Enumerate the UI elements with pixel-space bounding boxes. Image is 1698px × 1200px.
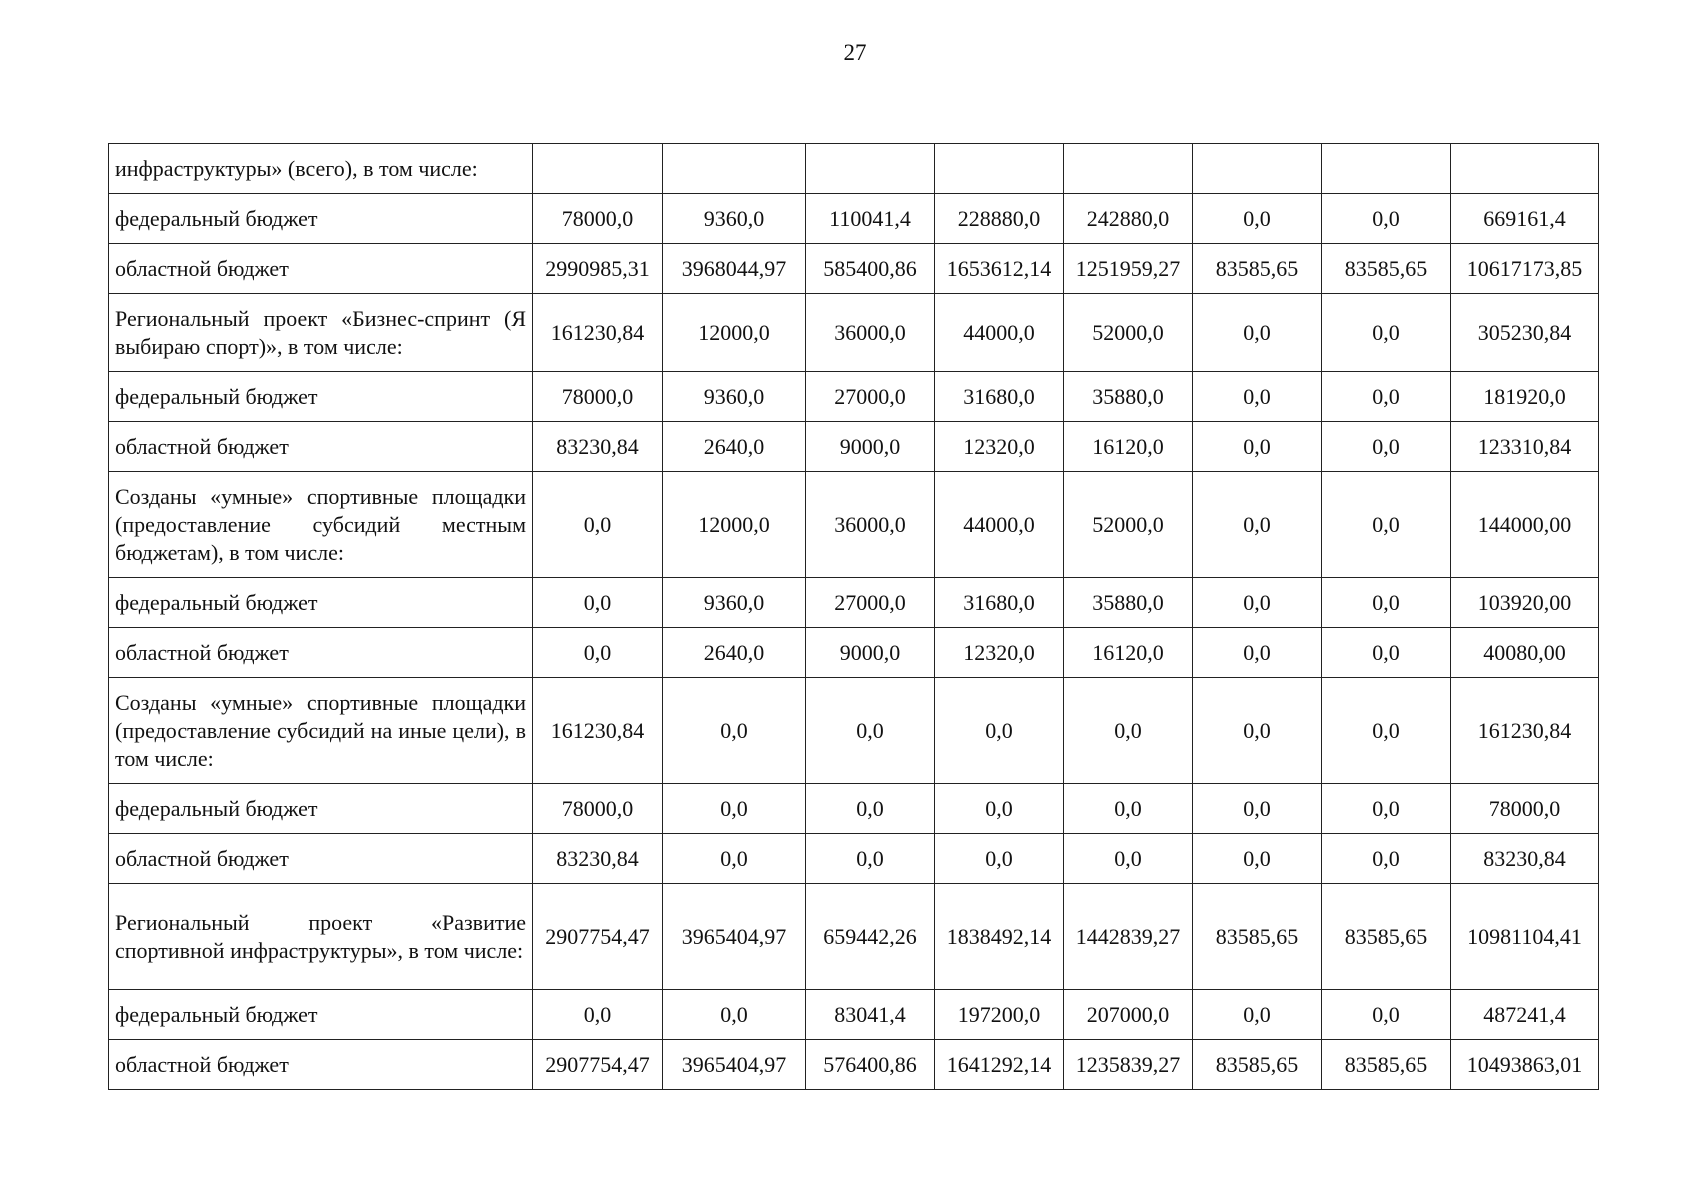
value-cell: 0,0 <box>806 834 935 884</box>
value-cell: 576400,86 <box>806 1040 935 1090</box>
value-cell: 0,0 <box>1193 372 1322 422</box>
value-cell: 0,0 <box>1193 472 1322 578</box>
value-cell: 0,0 <box>1193 578 1322 628</box>
value-cell: 0,0 <box>1193 834 1322 884</box>
value-cell: 123310,84 <box>1451 422 1599 472</box>
table-row <box>109 628 1599 678</box>
value-cell: 12320,0 <box>935 422 1064 472</box>
table-row <box>109 678 1599 784</box>
value-cell: 44000,0 <box>935 472 1064 578</box>
value-cell: 3965404,97 <box>663 884 806 990</box>
table-row <box>109 294 1599 372</box>
value-cell: 83230,84 <box>533 422 663 472</box>
row-label-cell: федеральный бюджет <box>109 578 533 628</box>
value-cell: 12320,0 <box>935 628 1064 678</box>
row-label-cell: областной бюджет <box>109 628 533 678</box>
value-cell: 0,0 <box>1322 628 1451 678</box>
value-cell: 0,0 <box>1322 472 1451 578</box>
value-cell: 0,0 <box>1193 422 1322 472</box>
value-cell: 228880,0 <box>935 194 1064 244</box>
row-label-cell: областной бюджет <box>109 834 533 884</box>
value-cell: 110041,4 <box>806 194 935 244</box>
value-cell: 2640,0 <box>663 628 806 678</box>
value-cell: 1251959,27 <box>1064 244 1193 294</box>
table-row <box>109 144 1599 194</box>
value-cell: 161230,84 <box>1451 678 1599 784</box>
value-cell: 78000,0 <box>1451 784 1599 834</box>
value-cell: 10493863,01 <box>1451 1040 1599 1090</box>
value-cell: 0,0 <box>663 834 806 884</box>
value-cell: 0,0 <box>1193 990 1322 1040</box>
value-cell: 0,0 <box>533 990 663 1040</box>
value-cell: 487241,4 <box>1451 990 1599 1040</box>
value-cell: 305230,84 <box>1451 294 1599 372</box>
row-label-cell: областной бюджет <box>109 244 533 294</box>
table-row <box>109 784 1599 834</box>
value-cell: 9000,0 <box>806 628 935 678</box>
value-cell: 0,0 <box>533 472 663 578</box>
value-cell: 12000,0 <box>663 294 806 372</box>
value-cell: 0,0 <box>1193 194 1322 244</box>
table-row <box>109 884 1599 990</box>
value-cell: 0,0 <box>1322 578 1451 628</box>
row-label-cell: федеральный бюджет <box>109 990 533 1040</box>
value-cell: 0,0 <box>1193 294 1322 372</box>
value-cell: 35880,0 <box>1064 578 1193 628</box>
value-cell: 52000,0 <box>1064 294 1193 372</box>
value-cell: 144000,00 <box>1451 472 1599 578</box>
value-cell: 31680,0 <box>935 578 1064 628</box>
value-cell: 3968044,97 <box>663 244 806 294</box>
row-label-cell: инфраструктуры» (всего), в том числе: <box>109 144 533 194</box>
value-cell: 83585,65 <box>1322 1040 1451 1090</box>
value-cell <box>1451 144 1599 194</box>
table-row <box>109 834 1599 884</box>
value-cell: 12000,0 <box>663 472 806 578</box>
value-cell: 35880,0 <box>1064 372 1193 422</box>
value-cell: 242880,0 <box>1064 194 1193 244</box>
value-cell: 0,0 <box>1322 372 1451 422</box>
value-cell: 78000,0 <box>533 372 663 422</box>
value-cell: 27000,0 <box>806 372 935 422</box>
value-cell <box>935 144 1064 194</box>
value-cell: 2640,0 <box>663 422 806 472</box>
row-label-cell: областной бюджет <box>109 1040 533 1090</box>
value-cell: 161230,84 <box>533 678 663 784</box>
value-cell: 0,0 <box>935 784 1064 834</box>
value-cell: 52000,0 <box>1064 472 1193 578</box>
value-cell: 0,0 <box>806 784 935 834</box>
value-cell: 2990985,31 <box>533 244 663 294</box>
value-cell <box>533 144 663 194</box>
value-cell: 0,0 <box>533 578 663 628</box>
value-cell: 78000,0 <box>533 784 663 834</box>
value-cell: 0,0 <box>1193 784 1322 834</box>
value-cell: 1235839,27 <box>1064 1040 1193 1090</box>
value-cell <box>1193 144 1322 194</box>
value-cell: 40080,00 <box>1451 628 1599 678</box>
page-number: 27 <box>843 40 867 65</box>
table-row <box>109 990 1599 1040</box>
value-cell: 83585,65 <box>1322 244 1451 294</box>
value-cell: 83585,65 <box>1322 884 1451 990</box>
value-cell: 83585,65 <box>1193 1040 1322 1090</box>
table-row <box>109 472 1599 578</box>
value-cell: 27000,0 <box>806 578 935 628</box>
value-cell: 0,0 <box>1322 990 1451 1040</box>
value-cell: 0,0 <box>1322 194 1451 244</box>
value-cell: 83585,65 <box>1193 884 1322 990</box>
value-cell: 0,0 <box>806 678 935 784</box>
value-cell: 161230,84 <box>533 294 663 372</box>
value-cell: 0,0 <box>1193 628 1322 678</box>
value-cell: 1442839,27 <box>1064 884 1193 990</box>
value-cell: 83230,84 <box>1451 834 1599 884</box>
value-cell: 78000,0 <box>533 194 663 244</box>
value-cell: 1641292,14 <box>935 1040 1064 1090</box>
row-label-cell: областной бюджет <box>109 422 533 472</box>
value-cell: 3965404,97 <box>663 1040 806 1090</box>
value-cell: 669161,4 <box>1451 194 1599 244</box>
value-cell: 2907754,47 <box>533 884 663 990</box>
value-cell: 0,0 <box>1322 294 1451 372</box>
value-cell: 0,0 <box>1322 784 1451 834</box>
row-label-cell: Региональный проект «Бизнес-спринт (Я выбираю спорт)», в том числе: <box>109 294 533 372</box>
value-cell: 16120,0 <box>1064 422 1193 472</box>
table-row <box>109 578 1599 628</box>
value-cell: 2907754,47 <box>533 1040 663 1090</box>
row-label-cell: федеральный бюджет <box>109 194 533 244</box>
value-cell: 207000,0 <box>1064 990 1193 1040</box>
value-cell: 0,0 <box>1322 678 1451 784</box>
value-cell: 0,0 <box>1193 678 1322 784</box>
value-cell: 31680,0 <box>935 372 1064 422</box>
value-cell: 0,0 <box>935 834 1064 884</box>
row-label-cell: федеральный бюджет <box>109 372 533 422</box>
table-row <box>109 194 1599 244</box>
value-cell: 9360,0 <box>663 372 806 422</box>
value-cell: 0,0 <box>1064 834 1193 884</box>
value-cell: 197200,0 <box>935 990 1064 1040</box>
value-cell <box>1322 144 1451 194</box>
value-cell: 10617173,85 <box>1451 244 1599 294</box>
row-label-cell: Созданы «умные» спортивные площадки (предоставление субсидий на иные цели), в том числе: <box>109 678 533 784</box>
value-cell: 1653612,14 <box>935 244 1064 294</box>
value-cell: 0,0 <box>1322 422 1451 472</box>
table-row <box>109 422 1599 472</box>
value-cell: 0,0 <box>663 990 806 1040</box>
row-label-cell: Созданы «умные» спортивные площадки (предоставление субсидий местным бюджетам), в том числе: <box>109 472 533 578</box>
table-row <box>109 244 1599 294</box>
table-row <box>109 372 1599 422</box>
value-cell: 585400,86 <box>806 244 935 294</box>
row-label-cell: Региональный проект «Развитие спортивной инфраструктуры», в том числе: <box>109 884 533 990</box>
value-cell <box>1064 144 1193 194</box>
value-cell: 10981104,41 <box>1451 884 1599 990</box>
value-cell: 83230,84 <box>533 834 663 884</box>
value-cell: 9360,0 <box>663 194 806 244</box>
value-cell: 0,0 <box>533 628 663 678</box>
value-cell: 0,0 <box>1064 678 1193 784</box>
budget-table <box>108 143 1599 1090</box>
value-cell: 16120,0 <box>1064 628 1193 678</box>
value-cell: 0,0 <box>935 678 1064 784</box>
value-cell: 36000,0 <box>806 472 935 578</box>
row-label-cell: федеральный бюджет <box>109 784 533 834</box>
value-cell: 9000,0 <box>806 422 935 472</box>
budget-table-body <box>109 144 1599 1090</box>
value-cell: 0,0 <box>663 678 806 784</box>
value-cell: 103920,00 <box>1451 578 1599 628</box>
value-cell: 0,0 <box>1322 834 1451 884</box>
value-cell: 44000,0 <box>935 294 1064 372</box>
table-row <box>109 1040 1599 1090</box>
value-cell: 0,0 <box>1064 784 1193 834</box>
value-cell: 659442,26 <box>806 884 935 990</box>
value-cell: 9360,0 <box>663 578 806 628</box>
value-cell: 83585,65 <box>1193 244 1322 294</box>
value-cell <box>806 144 935 194</box>
value-cell: 0,0 <box>663 784 806 834</box>
value-cell: 181920,0 <box>1451 372 1599 422</box>
value-cell: 83041,4 <box>806 990 935 1040</box>
value-cell: 1838492,14 <box>935 884 1064 990</box>
value-cell: 36000,0 <box>806 294 935 372</box>
value-cell <box>663 144 806 194</box>
